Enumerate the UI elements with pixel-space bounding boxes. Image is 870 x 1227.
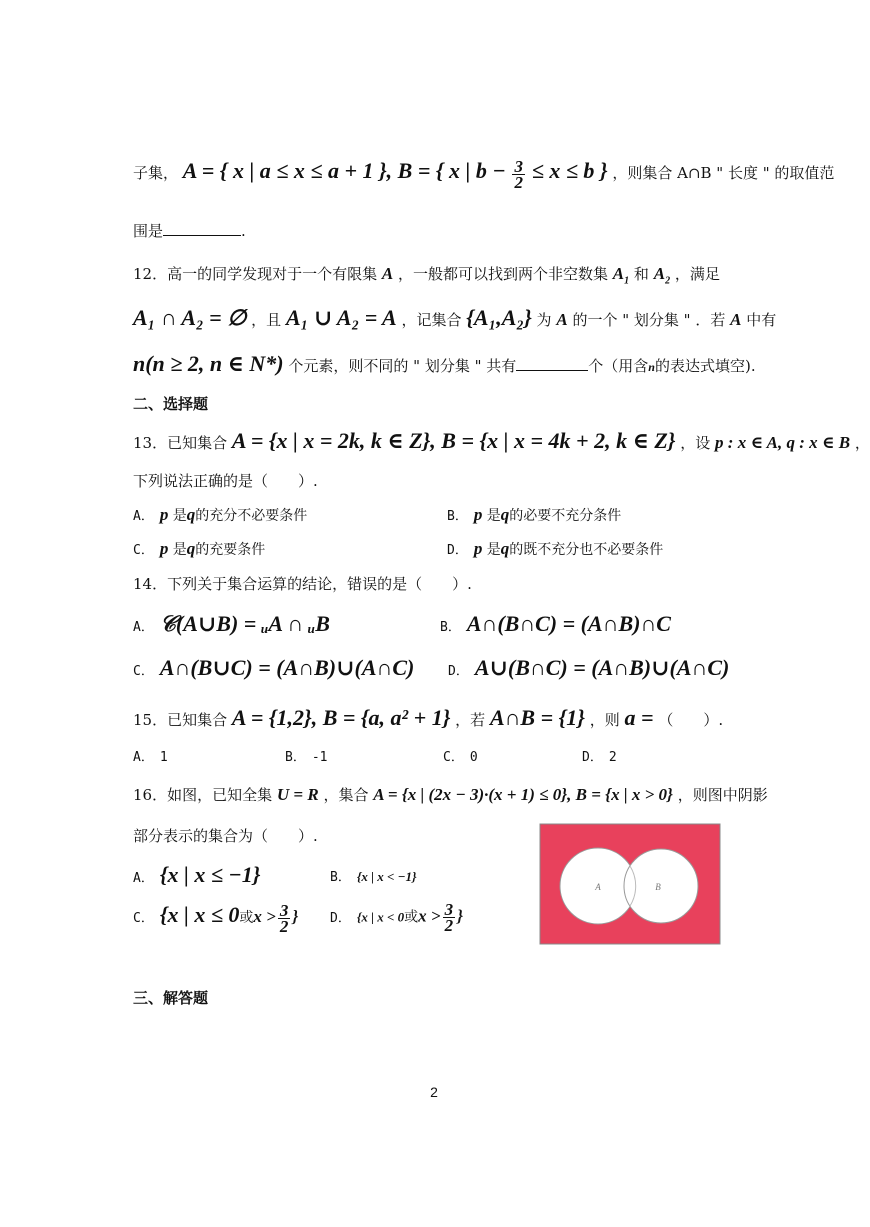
q16-stem <box>133 784 768 805</box>
q15-intersection: A∩B = {1} <box>489 705 585 730</box>
q15-stem <box>133 705 723 731</box>
option-label: D． <box>448 664 469 679</box>
option-math-pre: {x | x ≤ 0 <box>159 902 240 927</box>
q12-text-i: 个元素，则不同的 " 划分集 " 共有 <box>288 357 517 375</box>
option-mid: 是 <box>486 542 501 558</box>
option-value: 1 <box>159 750 168 765</box>
answer-blank <box>163 221 241 236</box>
option-mid: 是 <box>172 542 187 558</box>
q12-set-a-2: A <box>556 310 568 329</box>
venn-label-b: B <box>655 882 661 892</box>
option-value: 0 <box>469 750 478 765</box>
option-math-post: x > <box>253 907 276 926</box>
venn-circle-b <box>624 849 698 923</box>
p-symbol: p <box>473 505 483 524</box>
q14-stem: 14．下列关于集合运算的结论，错误的是（ ）. <box>133 575 472 593</box>
q11-frac-den: 2 <box>514 172 523 192</box>
q12-text-f: 为 <box>536 311 552 329</box>
option-label: D． <box>330 910 351 926</box>
q11-set-b-post: ≤ x ≤ b } <box>531 158 608 183</box>
q14-option-b[interactable] <box>440 611 671 637</box>
frac-num: 3 <box>279 900 289 920</box>
q15-text-b: ，若 <box>455 711 486 729</box>
option-text: 的充要条件 <box>195 542 266 558</box>
q13-stem <box>133 428 870 454</box>
q12-a1-sub: 1 <box>624 275 630 287</box>
q12-line1 <box>133 263 720 286</box>
q12-line3 <box>133 351 756 377</box>
q12-a1-letter: A <box>612 264 625 283</box>
q16-option-c[interactable] <box>133 902 298 934</box>
q12-n: n <box>648 360 655 374</box>
q12-set-a: A <box>381 264 394 283</box>
option-math: A∪(B∩C) = (A∩B)∪(A∩C) <box>474 655 730 680</box>
option-math-post: x > <box>418 906 441 926</box>
p-symbol: p <box>473 539 483 558</box>
q12-a2-letter: A <box>653 264 666 283</box>
frac-den: 2 <box>279 916 289 936</box>
q11-fraction <box>512 156 525 192</box>
q15-text-d: （ ）. <box>658 711 724 729</box>
q15-option-c[interactable] <box>443 746 478 765</box>
option-fraction <box>278 900 291 936</box>
q12-text-k: 的表达式填空). <box>654 357 756 375</box>
q12-a1 <box>612 264 630 287</box>
frac-den: 2 <box>444 916 454 935</box>
page-number: 2 <box>430 1084 438 1100</box>
q11-line2-end: . <box>241 222 246 240</box>
q13-option-d[interactable] <box>447 539 663 559</box>
option-or: 或 <box>404 909 419 926</box>
section-heading: 三、解答题 <box>133 989 209 1007</box>
option-text: 的必要不充分条件 <box>509 508 622 524</box>
option-value: 2 <box>608 750 617 765</box>
q13-text-c: ， <box>854 434 870 452</box>
q11-tail: ，则集合 A∩B " 长度 " 的取值范 <box>612 164 835 182</box>
q15-option-b[interactable] <box>285 746 327 765</box>
q12-a2 <box>653 264 671 287</box>
q16-text-c: ，则图中阴影 <box>677 786 768 804</box>
venn-diagram <box>540 824 720 944</box>
q12-text-a: 12．高一的同学发现对于一个有限集 <box>133 265 378 283</box>
q12-text-d: ，且 <box>251 311 282 329</box>
q12-a2-sub: 2 <box>665 275 671 287</box>
option-math: {x | x < −1} <box>356 869 417 884</box>
q15-text-c: ，则 <box>589 711 620 729</box>
q12-n-condition: n(n ≥ 2, n ∈ N*) <box>133 351 284 376</box>
q13-text-b: ，设 <box>680 434 711 452</box>
option-math: A∩(B∪C) = (A∩B)∪(A∩C) <box>159 655 415 680</box>
q12-intersection-empty: A₁ ∩ A₂ = ∅ <box>133 305 247 330</box>
option-math: 𝒞(A∪B) = ᵤA ∩ ᵤB <box>159 611 330 636</box>
q12-text-g: 的一个 " 划分集 " ．若 <box>572 311 726 329</box>
q11-set-b-pre: , B = { x | b − <box>386 158 506 183</box>
q12-text-h: 中有 <box>746 311 777 329</box>
option-label: C． <box>133 911 154 926</box>
option-label: C． <box>133 664 154 679</box>
q-symbol: q <box>186 539 196 558</box>
q12-text-e: ，记集合 <box>401 311 462 329</box>
option-label: C． <box>443 750 464 765</box>
q12-and: 和 <box>633 265 649 283</box>
q13-line2: 下列说法正确的是（ ）. <box>133 472 318 490</box>
option-text: 的既不充分也不必要条件 <box>509 542 664 558</box>
q-symbol: q <box>500 505 510 524</box>
p-symbol: p <box>159 505 169 524</box>
option-label: A． <box>133 750 154 765</box>
answer-blank <box>516 356 588 371</box>
q12-set-a-3: A <box>730 310 742 329</box>
q15-text-a: 15．已知集合 <box>133 711 228 729</box>
venn-label-a: A <box>595 882 601 892</box>
option-label: B． <box>330 870 351 885</box>
q11-lead: 子集， <box>133 164 179 182</box>
q12-text-b: ，一般都可以找到两个非空数集 <box>398 265 609 283</box>
q13-propositions: p : x ∈ A, q : x ∈ B <box>715 433 851 452</box>
q16-option-d[interactable] <box>330 902 463 933</box>
option-label: A． <box>133 871 154 886</box>
q16-option-a[interactable] <box>133 862 260 888</box>
q12-text-j: 个（用含 <box>588 357 649 375</box>
section-heading: 二、选择题 <box>133 395 209 413</box>
q-symbol: q <box>500 539 510 558</box>
option-math: A∩(B∩C) = (A∩B)∩C <box>466 611 671 636</box>
option-label: B． <box>440 620 461 635</box>
q13-option-c[interactable] <box>133 539 265 559</box>
option-math-pre: {x | x < 0 <box>356 909 405 925</box>
frac-num: 3 <box>444 900 454 919</box>
option-text: 的充分不必要条件 <box>195 508 308 524</box>
q13-text-a: 13．已知集合 <box>133 434 228 452</box>
option-label: A． <box>133 620 154 635</box>
q15-unknown: a = <box>624 705 654 730</box>
option-math-end: } <box>292 907 299 926</box>
q11-line1 <box>133 158 834 190</box>
option-label: D． <box>447 543 468 558</box>
option-value: -1 <box>311 750 328 765</box>
q14-option-a[interactable] <box>133 611 330 637</box>
q11-frac-num: 3 <box>514 156 523 176</box>
q14-option-d[interactable] <box>448 655 729 681</box>
option-mid: 是 <box>486 508 501 524</box>
q16-line2: 部分表示的集合为（ ）. <box>133 827 318 845</box>
q15-option-d[interactable] <box>582 746 617 765</box>
q16-text-a: 16．如图，已知全集 <box>133 786 273 804</box>
q16-universe: U = R <box>276 785 319 804</box>
option-or: 或 <box>239 910 254 926</box>
q12-partition-set: {A₁,A₂} <box>466 305 532 330</box>
option-label: A． <box>133 509 154 524</box>
q16-text-b: ，集合 <box>323 786 369 804</box>
q11-line2 <box>133 220 246 241</box>
q16-option-b[interactable] <box>330 866 417 885</box>
q11-line2-text: 围是 <box>133 222 164 240</box>
option-label: C． <box>133 543 154 558</box>
q12-text-c: ，满足 <box>674 265 720 283</box>
q16-sets: A = {x | (2x − 3)·(x + 1) ≤ 0}, B = {x | x > 0} <box>373 785 673 804</box>
q13-option-a[interactable] <box>133 505 307 525</box>
q12-union: A₁ ∪ A₂ = A <box>285 305 397 330</box>
option-label: D． <box>582 750 603 765</box>
q14-option-c[interactable] <box>133 655 414 681</box>
q11-set-a: A = { x | a ≤ x ≤ a + 1 } <box>182 158 387 183</box>
q13-option-b[interactable] <box>447 505 621 525</box>
q15-option-a[interactable] <box>133 746 168 765</box>
p-symbol: p <box>159 539 169 558</box>
option-math-end: } <box>457 906 463 926</box>
option-fraction <box>443 902 456 933</box>
option-label: B． <box>285 750 306 765</box>
q12-line2 <box>133 305 776 331</box>
q15-sets: A = {1,2}, B = {a, a² + 1} <box>231 705 451 730</box>
option-mid: 是 <box>172 508 187 524</box>
q13-sets: A = {x | x = 2k, k ∈ Z}, B = {x | x = 4k + 2, k ∈ Z} <box>231 428 676 453</box>
q-symbol: q <box>186 505 196 524</box>
option-label: B． <box>447 509 468 524</box>
option-math: {x | x ≤ −1} <box>159 862 261 887</box>
